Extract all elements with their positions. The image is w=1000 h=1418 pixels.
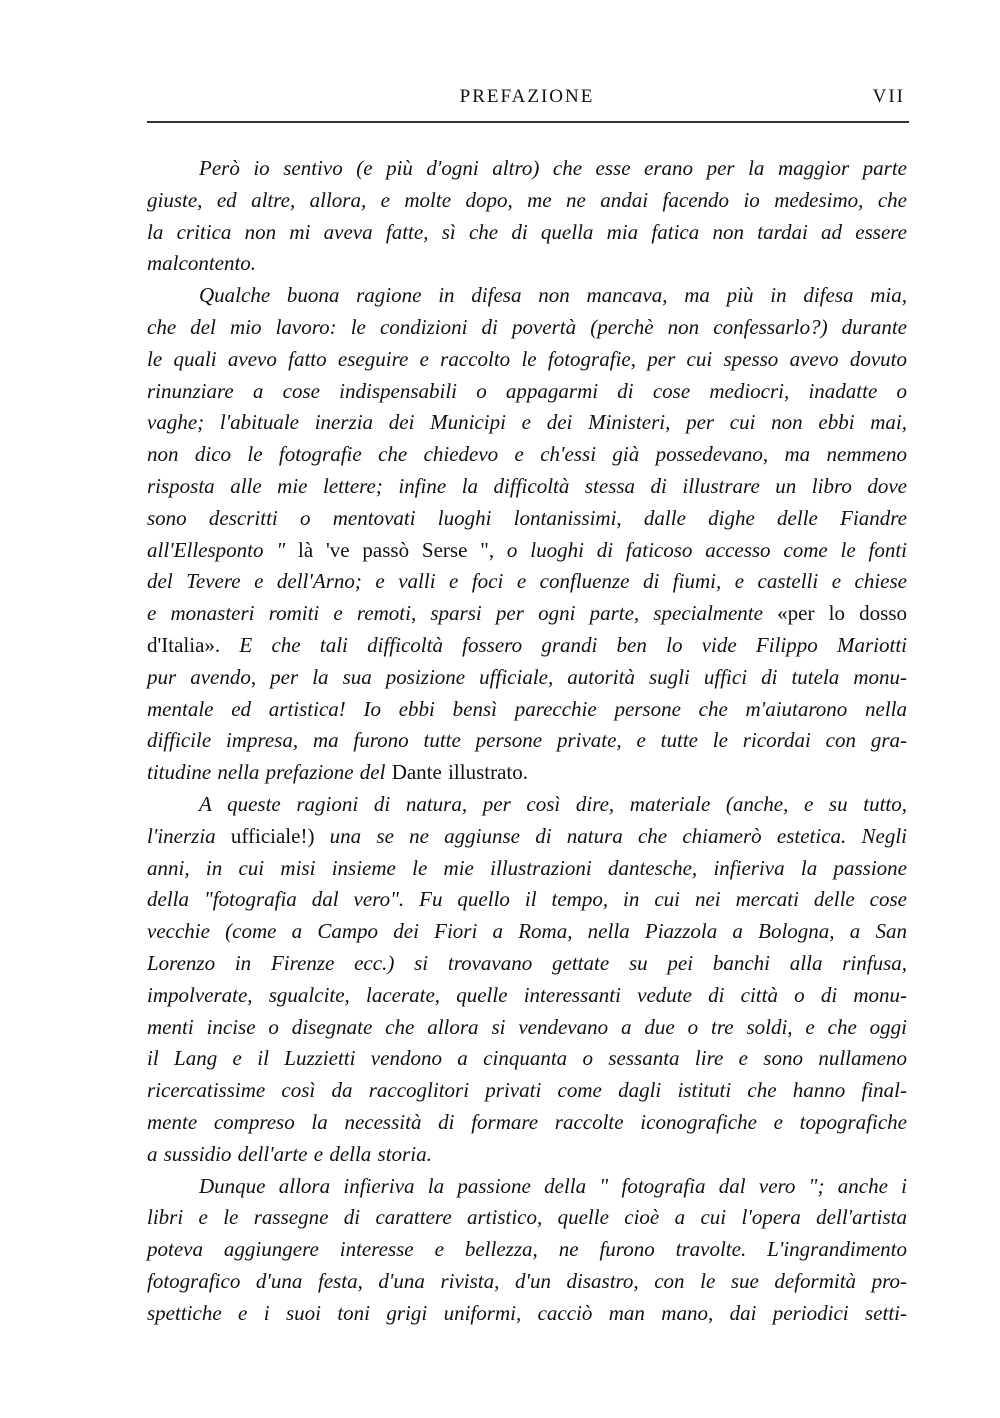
roman-text: ufficiale!): [230, 823, 315, 848]
text-line: [147, 1298, 907, 1330]
text-line: [147, 662, 907, 694]
text-line: [147, 217, 907, 249]
paragraph: [147, 789, 907, 1171]
running-header: [147, 86, 907, 116]
text-line: [147, 948, 907, 980]
header-rule: [147, 121, 909, 123]
text-line: [147, 916, 907, 948]
italic-text: vaghe; l'abituale inerzia dei Municipi e dei Ministeri, per cui non ebbi mai,: [147, 410, 907, 435]
italic-text: Qualche buona ragione in difesa non mancava, ma più in difesa mia,: [199, 283, 907, 308]
text-line: [147, 471, 907, 503]
italic-text: fotografico d'una festa, d'una rivista, d'un disastro, con le sue deformità pro-: [147, 1268, 907, 1293]
italic-text: e monasteri romiti e remoti, sparsi per ogni parte, specialmente: [147, 601, 778, 626]
text-line: [147, 344, 907, 376]
italic-text: risposta alle mie lettere; infine la difficoltà stessa di illustrare un libro dove: [147, 473, 907, 498]
paragraph: [147, 1171, 907, 1330]
text-line: [147, 535, 907, 567]
text-line: [147, 1043, 907, 1075]
roman-text: d'Italia».: [147, 632, 221, 657]
text-line: [147, 789, 907, 821]
text-line: [147, 980, 907, 1012]
italic-text: pur avendo, per la sua posizione ufficiale, autorità sugli uffici di tutela monu-: [147, 664, 907, 689]
text-line: [147, 1012, 907, 1044]
text-line: [147, 1171, 907, 1203]
italic-text: Però io sentivo (e più d'ogni altro) che esse erano per la maggior parte: [199, 156, 907, 180]
text-line: [147, 598, 907, 630]
text-line: [147, 503, 907, 535]
italic-text: l'inerzia: [147, 823, 231, 848]
italic-text: poteva aggiungere interesse e bellezza, ne furono travolte. L'ingrandimento: [147, 1237, 907, 1262]
roman-text: Dante illustrato.: [391, 760, 528, 785]
text-line: [147, 185, 907, 217]
italic-text: anni, in cui misi insieme le mie illustrazioni dantesche, infieriva la passione: [147, 855, 907, 880]
italic-text: spettiche e i suoi toni grigi uniformi, cacciò man mano, dai periodici setti-: [147, 1300, 907, 1325]
italic-text: che del mio lavoro: le condizioni di povertà (perchè non confessarlo?) durante: [147, 314, 907, 339]
text-line: [147, 821, 907, 853]
text-line: [147, 566, 907, 598]
text-line: [147, 376, 907, 408]
italic-text: la critica non mi aveva fatte, sì che di quella mia fatica non tardai ad essere: [147, 219, 907, 244]
italic-text: una se ne aggiunse di natura che chiamerò estetica. Negli: [314, 823, 907, 848]
italic-text: A queste ragioni di natura, per così dire, materiale (anche, e su tutto,: [199, 791, 907, 816]
italic-text: giuste, ed altre, allora, e molte dopo, me ne andai facendo io medesimo, che: [147, 187, 907, 212]
text-line: [147, 630, 907, 662]
text-line: [147, 757, 907, 789]
text-line: [147, 407, 907, 439]
italic-text: menti incise o disegnate che allora si vendevano a due o tre soldi, e che oggi: [147, 1014, 907, 1039]
text-line: [147, 248, 907, 280]
italic-text: le quali avevo fatto eseguire e raccolto le fotografie, per cui spesso avevo dovuto: [147, 346, 907, 371]
text-line: [147, 153, 907, 185]
text-line: [147, 280, 907, 312]
text-line: [147, 853, 907, 885]
text-line: [147, 694, 907, 726]
page-number: VII: [872, 86, 905, 107]
italic-text: impolverate, sgualcite, lacerate, quelle interessanti vedute di città o di monu-: [147, 982, 907, 1007]
italic-text: il Lang e il Luzzietti vendono a cinquanta o sessanta lire e sono nullameno: [147, 1046, 907, 1071]
text-line: [147, 1234, 907, 1266]
italic-text: Dunque allora infieriva la passione della " fotografia dal vero "; anche i: [199, 1173, 907, 1198]
text-line: [147, 1202, 907, 1234]
roman-text: là 've passò Serse ": [297, 537, 489, 562]
italic-text: all'Ellesponto ": [147, 537, 298, 562]
italic-text: rinunziare a cose indispensabili o appagarmi di cose mediocri, inadatte o: [147, 378, 907, 403]
italic-text: sono descritti o mentovati luoghi lontanissimi, dalle dighe delle Fiandre: [147, 505, 907, 530]
italic-text: titudine nella prefazione del: [147, 760, 392, 785]
page-body: [147, 153, 907, 1329]
text-line: [147, 884, 907, 916]
roman-text: «per lo dosso: [777, 601, 908, 626]
text-line: [147, 1075, 907, 1107]
paragraph: [147, 280, 907, 789]
text-line: [147, 312, 907, 344]
italic-text: E che tali difficoltà fossero grandi ben lo vide Filippo Mariotti: [220, 632, 907, 657]
running-title: PREFAZIONE: [459, 86, 595, 107]
italic-text: difficile impresa, ma furono tutte persone private, e tutte le ricordai con gra-: [147, 728, 907, 753]
italic-text: mente compreso la necessità di formare raccolte iconografiche e topografiche: [147, 1109, 907, 1134]
text-line: [147, 1107, 907, 1139]
text-line: [147, 439, 907, 471]
italic-text: non dico le fotografie che chiedevo e ch'essi già possedevano, ma nemmeno: [147, 442, 907, 467]
italic-text: mentale ed artistica! Io ebbi bensì parecchie persone che m'aiutarono nella: [147, 696, 907, 721]
italic-text: della "fotografia dal vero". Fu quello il tempo, in cui nei mercati delle cose: [147, 887, 907, 912]
italic-text: , o luoghi di faticoso accesso come le fonti: [488, 537, 908, 562]
italic-text: ricercatissime così da raccoglitori privati come dagli istituti che hanno final-: [147, 1078, 907, 1103]
paragraph: [147, 153, 907, 280]
italic-text: del Tevere e dell'Arno; e valli e foci e confluenze di fiumi, e castelli e chiese: [147, 569, 907, 594]
text-line: [147, 725, 907, 757]
italic-text: libri e le rassegne di carattere artistico, quelle cioè a cui l'opera dell'artista: [147, 1205, 907, 1230]
italic-text: malcontento.: [147, 251, 257, 276]
italic-text: vecchie (come a Campo dei Fiori a Roma, nella Piazzola a Bologna, a San: [147, 919, 907, 944]
italic-text: Lorenzo in Firenze ecc.) si trovavano gettate su pei banchi alla rinfusa,: [147, 950, 907, 975]
text-line: [147, 1266, 907, 1298]
text-line: [147, 1139, 907, 1171]
italic-text: a sussidio dell'arte e della storia.: [147, 1141, 432, 1166]
